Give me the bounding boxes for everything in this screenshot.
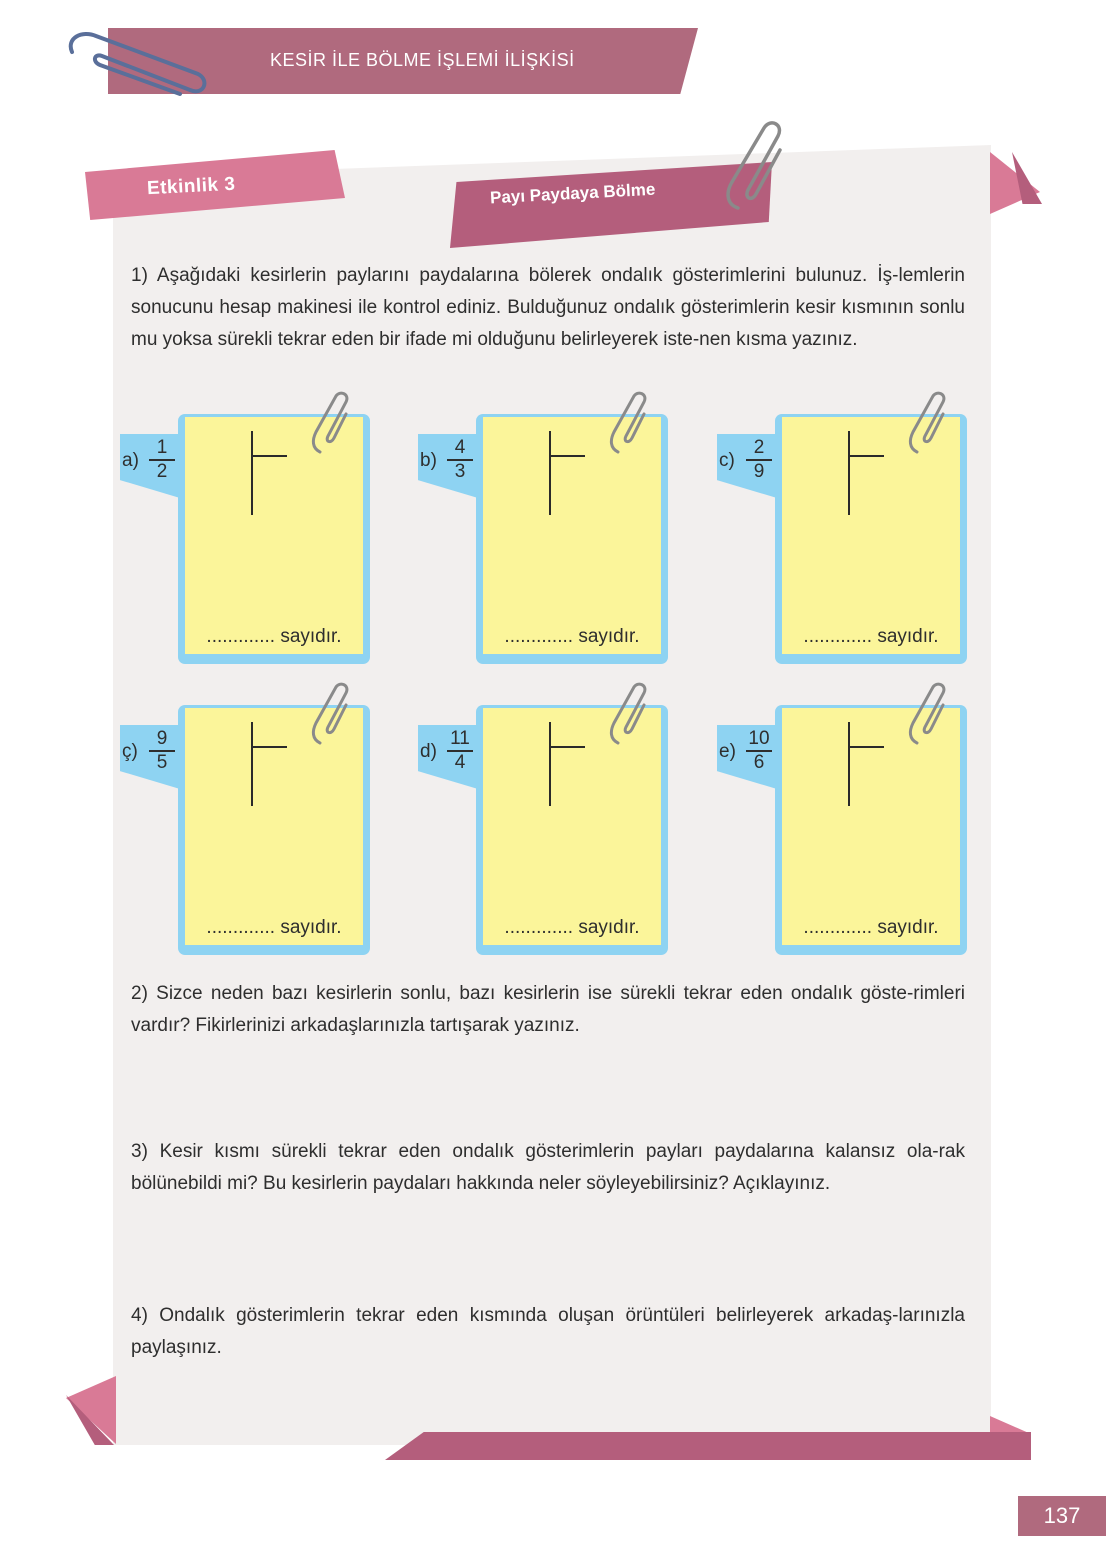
card-caption: ............. sayıdır. — [504, 626, 640, 647]
card-caption: ............. sayıdır. — [803, 917, 939, 938]
question-3: 3) Kesir kısmı sürekli tekrar eden ondalık gösterimlerin payları paydalarına kalansız ola-rak bölünebildi mi? Bu kesirlerin paydaları hakkında neler söyleyebilirsiniz? Açıklayınız. — [131, 1141, 965, 1194]
item-label: b) — [420, 450, 437, 471]
division-bar — [253, 746, 287, 748]
chapter-title: KESİR İLE BÖLME İŞLEMİ İLİŞKİSİ — [270, 50, 575, 70]
activity-topic: Payı Paydaya Bölme — [489, 179, 656, 208]
card-caption: ............. sayıdır. — [206, 917, 342, 938]
denominator: 5 — [156, 751, 168, 773]
numerator: 1 — [156, 437, 168, 458]
denominator: 2 — [156, 460, 168, 482]
paperclip-icon — [907, 388, 947, 460]
bottom-bar — [385, 1432, 1031, 1460]
fraction — [447, 729, 473, 773]
division-bar — [549, 722, 551, 806]
denominator: 9 — [753, 460, 765, 482]
numerator: 2 — [753, 437, 765, 458]
division-bar — [551, 455, 585, 457]
division-bar — [551, 746, 585, 748]
item-label: ç) — [122, 741, 138, 762]
paperclip-icon — [718, 112, 782, 218]
question-4: 4) Ondalık gösterimlerin tekrar eden kısmında oluşan örüntüleri belirleyerek arkadaş-larınızla paylaşınız. — [131, 1305, 965, 1358]
activity-label: Etkinlik 3 — [146, 173, 236, 200]
paperclip-icon — [310, 388, 350, 460]
card-caption: ............. sayıdır. — [206, 626, 342, 647]
denominator: 4 — [454, 751, 466, 773]
paperclip-icon — [608, 679, 648, 751]
division-bar — [251, 431, 253, 515]
division-bar — [251, 722, 253, 806]
numerator: 9 — [156, 728, 168, 749]
paperclip-icon — [907, 679, 947, 751]
card-caption: ............. sayıdır. — [803, 626, 939, 647]
item-label: a) — [122, 450, 139, 471]
paperclip-icon — [310, 679, 350, 751]
division-bar — [850, 746, 884, 748]
denominator: 6 — [753, 751, 765, 773]
division-bar — [549, 431, 551, 515]
numerator: 4 — [454, 437, 466, 458]
paperclip-icon — [608, 388, 648, 460]
division-bar — [253, 455, 287, 457]
item-label: c) — [719, 450, 735, 471]
denominator: 3 — [454, 460, 466, 482]
division-bar — [848, 431, 850, 515]
division-bar — [848, 722, 850, 806]
question-1: 1) Aşağıdaki kesirlerin paylarını paydalarına bölerek ondalık gösterimlerini bulunuz. İş-lemlerin sonucunu hesap makinesi ile kontrol ediniz. Bulduğunuz ondalık gösterimlerin kesir kısmının sonlu mu yoksa sürekli tekrar eden bir ifade mi olduğunu belirleyerek iste-nen kısma yazınız. — [131, 265, 965, 350]
paperclip-icon — [62, 24, 212, 98]
question-2: 2) Sizce neden bazı kesirlerin sonlu, bazı kesirlerin ise sürekli tekrar eden ondalık göste-rimleri vardır? Fikirlerinizi arkadaşlarınızla tartışarak yazınız. — [131, 983, 965, 1036]
item-label: d) — [420, 741, 437, 762]
fraction — [746, 729, 772, 773]
fraction — [149, 729, 175, 773]
page-number: 137 — [1018, 1496, 1106, 1536]
division-bar — [850, 455, 884, 457]
item-label: e) — [719, 741, 736, 762]
numerator: 10 — [748, 728, 770, 749]
fraction — [746, 438, 772, 482]
card-caption: ............. sayıdır. — [504, 917, 640, 938]
numerator: 11 — [450, 728, 470, 749]
fraction — [149, 438, 175, 482]
fraction — [447, 438, 473, 482]
bottom-bar-fold — [990, 1416, 1031, 1434]
